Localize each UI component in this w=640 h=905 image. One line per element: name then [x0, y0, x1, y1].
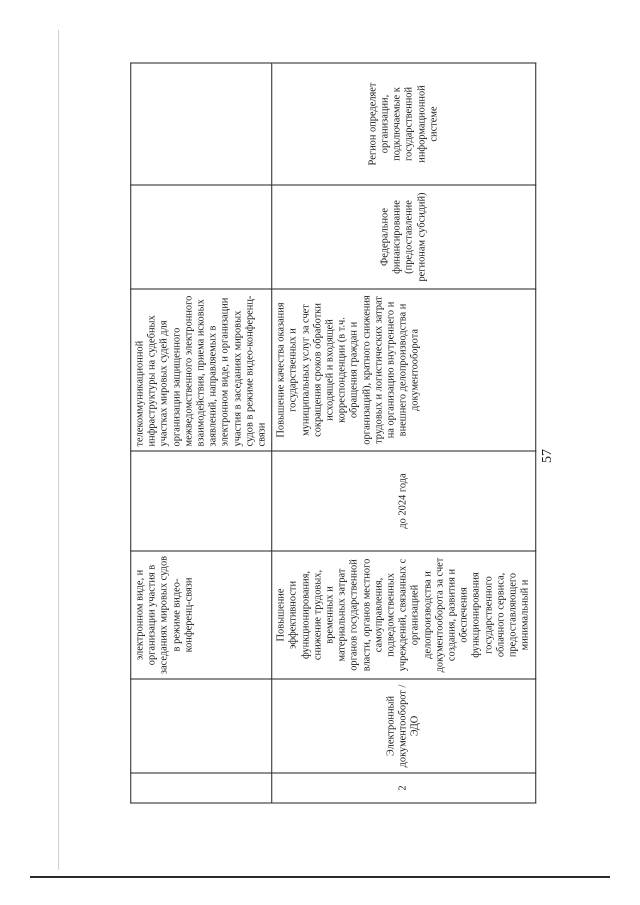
row-number-cell: [131, 773, 272, 803]
financing-cell: [131, 185, 272, 289]
note-cell: Регион определяет организации, подключаемые к государственной информационной системе: [272, 63, 535, 185]
financing-cell: Федеральное финансирование (предоставление регионам субсидий): [272, 185, 535, 289]
table-row: [131, 63, 272, 803]
result-cell: телекоммуникационной инфраструктуры на судебных участках мировых судей для организации защищенного межведомственного электронного взаимодействия, приема исковых заявлений, направляемых в электронном виде, и организации участия в заседаниях мировых судов в режиме видео-конференц-связи: [131, 289, 272, 451]
page-number: 57: [540, 449, 555, 463]
goal-cell: электронном виде, и организации участия в заседаниях мировых судов в режиме видео-конференц-связи: [131, 551, 272, 679]
note-cell: [131, 63, 272, 185]
system-name-cell: [131, 679, 272, 773]
deadline-cell: [131, 451, 272, 551]
activities-table: [130, 63, 536, 804]
margin-rule: [58, 30, 59, 870]
result-cell: Повышение качества оказания государственных и муниципальных услуг за счет сокращения сроков обработки исходящей и входящей корреспонденции (в т.ч. обращения граждан и организаций), кратного снижения трудовых и логистических затрат на организацию внутреннего и внешнего делопроизводства и документооборота: [272, 289, 535, 451]
deadline-cell: до 2024 года: [272, 451, 535, 551]
row-number-cell: 2: [272, 773, 535, 803]
table-row: [272, 63, 535, 803]
system-name-cell: Электронный документооборот /ЭДО: [272, 679, 535, 773]
goal-cell: Повышение эффективности функционирования, снижение трудовых, временных и материальных затрат органов государственной власти, органов местного самоуправления, подведомственных учреждений, связанных с организацией делопроизводства и документооборота за счет создания, развития и обеспечения функционирования государственного облачного сервиса, предоставляющего минимальный и: [272, 551, 535, 679]
bottom-rule: [30, 876, 610, 878]
